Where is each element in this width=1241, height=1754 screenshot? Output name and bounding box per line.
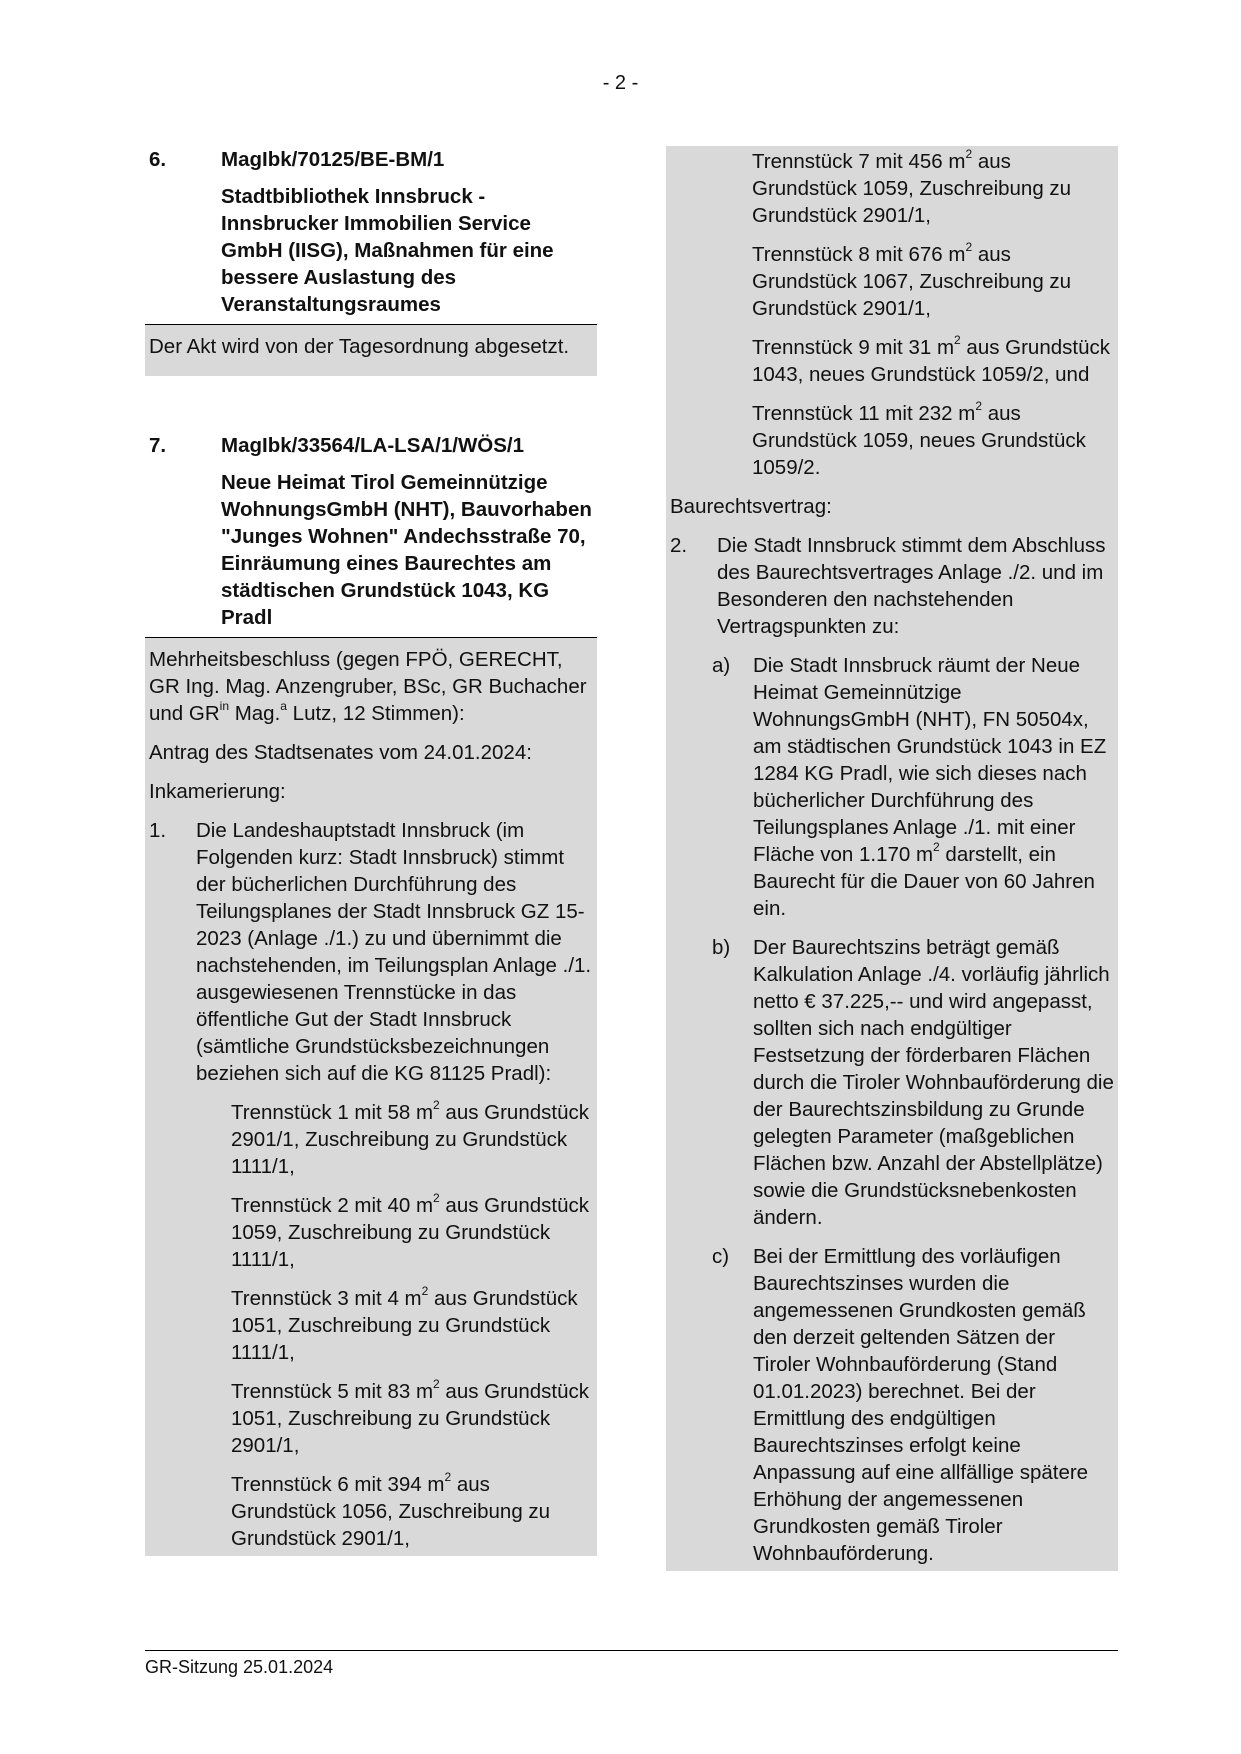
vote-result: Mehrheitsbeschluss (gegen FPÖ, GERECHT, GR Ing. Mag. Anzengruber, BSc, GR Buchacher und $GR^{in}$ Mag.$^a$ Lutz, 12 Stimmen): [149, 648, 587, 725]
item-number: 6. [149, 148, 167, 171]
agenda-item-7-header [145, 432, 597, 633]
item-number: 7. [149, 434, 167, 457]
trennstueck-item: Trennstück 5 mit 83 $m^2$ aus Grundstück 1051, Zuschreibung zu Grundstück 2901/1, [231, 1377, 589, 1457]
file-reference: MagIbk/33564/LA-LSA/1/WÖS/1 [221, 434, 525, 457]
point-1 [149, 817, 593, 1087]
resolution-box-continued [666, 146, 1118, 1571]
item-title: Stadtbibliothek Innsbruck - Innsbrucker Immobilien Service GmbH (IISG), Maßnahmen für eine bessere Auslastung des Veranstaltungsraumes [221, 185, 554, 316]
point-2 [670, 532, 1114, 640]
point-number: 1. [149, 819, 167, 842]
footer-text: GR-Sitzung 25.01.2024 [145, 1657, 334, 1677]
left-column [145, 146, 597, 1556]
trennstueck-item: Trennstück 8 mit 676 $m^2$ aus Grundstück 1067, Zuschreibung zu Grundstück 2901/1, [752, 240, 1072, 320]
file-reference: MagIbk/70125/BE-BM/1 [221, 148, 445, 171]
subpoint-b [670, 934, 1114, 1231]
resolution-box [145, 638, 597, 1556]
subpoint-label: c) [712, 1245, 730, 1268]
point-number: 2. [670, 534, 688, 557]
point-text: Die Stadt Innsbruck stimmt dem Abschluss des Baurechtsvertrages Anlage ./2. und im Besonderen den nachstehenden Vertragspunkten zu: [717, 534, 1106, 638]
subpoint-text: Der Baurechtszins beträgt gemäß Kalkulation Anlage ./4. vorläufig jährlich netto € 37.225,-- und wird angepasst, sollten sich nach endgültiger Festsetzung der förderbaren Flächen durch die Tiroler Wohnbauförderung die der Baurechtszinsbildung zu Grunde gelegten Parameter (maßgeblichen Flächen bzw. Anzahl der Abstellplätze) sowie die Grundstücksnebenkosten ändern. [753, 936, 1114, 1229]
right-column [666, 146, 1118, 1571]
subpoint-c [670, 1243, 1114, 1567]
subpoint-text: Bei der Ermittlung des vorläufigen Baurechtszinses wurden die angemessenen Grundkosten gemäß den derzeit geltenden Sätzen der Tiroler Wohnbauförderung (Stand 01.01.2023) berechnet. Bei der Ermittlung des endgültigen Baurechtszinses erfolgt keine Anpassung auf eine allfällige spätere Erhöhung der angemessenen Grundkosten gemäß Tiroler Wohnbauförderung. [753, 1245, 1089, 1565]
agenda-item-6-header [145, 146, 597, 320]
trennstueck-item: Trennstück 9 mit 31 $m^2$ aus Grundstück 1043, neues Grundstück 1059/2, und [752, 333, 1110, 386]
trennstueck-item: Trennstück 3 mit 4 $m^2$ aus Grundstück 1051, Zuschreibung zu Grundstück 1111/1, [231, 1284, 578, 1364]
subpoint-text: Die Stadt Innsbruck räumt der Neue Heimat Gemeinnützige WohnungsGmbH (NHT), FN 50504x, am städtischen Grundstück 1043 in EZ 1284 KG Pradl, wie sich dieses nach bücherlicher Durchführung des Teilungsplanes Anlage ./1. mit einer Fläche von 1.170 $m^2$ darstellt, ein Baurecht für die Dauer von 60 Jahren ein. [753, 654, 1107, 920]
item-title: Neue Heimat Tirol Gemeinnützige WohnungsGmbH (NHT), Bauvorhaben "Junges Wohnen" Andechsstraße 70, Einräumung eines Baurechtes am städtischen Grundstück 1043, KG Pradl [221, 471, 592, 629]
resolution-box [145, 325, 597, 376]
baurechtsvertrag-label: Baurechtsvertrag: [670, 495, 832, 518]
trennstueck-item: Trennstück 11 mit 232 $m^2$ aus Grundstück 1059, neues Grundstück 1059/2. [752, 399, 1086, 479]
inkamerierung-label: Inkamerierung: [149, 780, 286, 803]
footer-divider [145, 1650, 1118, 1651]
trennstueck-item: Trennstück 2 mit 40 $m^2$ aus Grundstück 1059, Zuschreibung zu Grundstück 1111/1, [231, 1191, 589, 1271]
trennstueck-item: Trennstück 7 mit 456 $m^2$ aus Grundstück 1059, Zuschreibung zu Grundstück 2901/1, [752, 147, 1072, 227]
resolution-text: Der Akt wird von der Tagesordnung abgesetzt. [149, 335, 570, 358]
subpoint-label: a) [712, 654, 731, 677]
point-text: Die Landeshauptstadt Innsbruck (im Folgenden kurz: Stadt Innsbruck) stimmt der bücherlichen Durchführung des Teilungsplanes der Stadt Innsbruck GZ 15-2023 (Anlage ./1.) zu und übernimmt die nachstehenden, im Teilungsplan Anlage ./1. ausgewiesenen Trennstücke in das öffentliche Gut der Stadt Innsbruck (sämtliche Grundstücksbezeichnungen beziehen sich auf die KG 81125 Pradl): [196, 819, 592, 1085]
trennstueck-item: Trennstück 6 mit 394 $m^2$ aus Grundstück 1056, Zuschreibung zu Grundstück 2901/1, [231, 1470, 551, 1550]
trennstueck-item: Trennstück 1 mit 58 $m^2$ aus Grundstück 2901/1, Zuschreibung zu Grundstück 1111/1, [231, 1098, 589, 1178]
subpoint-label: b) [712, 936, 731, 959]
motion-source: Antrag des Stadtsenates vom 24.01.2024: [149, 741, 532, 764]
page-number: - 2 - [602, 72, 639, 94]
subpoint-a [670, 652, 1114, 922]
